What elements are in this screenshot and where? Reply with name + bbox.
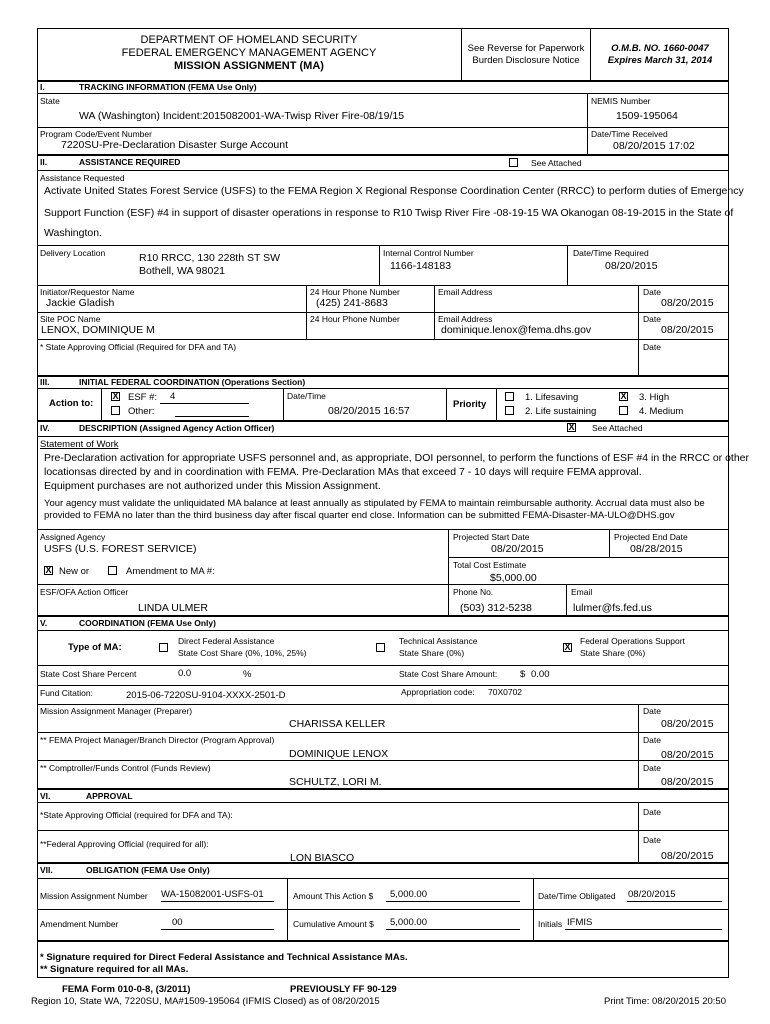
rule: [587, 93, 588, 154]
date-required-value[interactable]: 08/20/2015: [605, 260, 658, 272]
state-incident-value[interactable]: WA (Washington) Incident:2015082001-WA-Twisp River Fire-08/19/15: [79, 110, 405, 122]
agency-name: FEDERAL EMERGENCY MANAGEMENT AGENCY: [121, 47, 377, 59]
ma-type-option: Direct Federal Assistance: [178, 636, 275, 646]
other-label: Other:: [128, 406, 155, 417]
esf-underline: [160, 403, 249, 404]
field-label: Date: [643, 314, 661, 324]
field-label: Date/Time Received: [591, 129, 668, 139]
initials-underline: [565, 929, 722, 930]
technical-assistance-checkbox[interactable]: [376, 643, 385, 652]
cost-share-percent-value[interactable]: 0.0: [178, 668, 192, 679]
field-label: Assistance Requested: [40, 173, 125, 183]
rule: [37, 685, 729, 686]
field-label: Mission Assignment Number: [40, 891, 148, 901]
rule: [37, 584, 729, 585]
priority-option: 3. High: [639, 392, 670, 403]
initiator-date-value[interactable]: 08/20/2015: [661, 297, 714, 309]
field-label: 24 Hour Phone Number: [310, 314, 400, 324]
assistance-text[interactable]: Washington.: [44, 227, 102, 239]
rule: [496, 388, 497, 420]
coordination-datetime-value[interactable]: 08/20/2015 16:57: [328, 405, 410, 417]
rule: [379, 245, 380, 285]
see-reverse-text: Burden Disclosure Notice: [472, 55, 580, 66]
field-label: State: [40, 96, 60, 106]
field-label: Delivery Location: [40, 248, 106, 258]
cumulative-amount-value[interactable]: 5,000.00: [390, 917, 427, 928]
project-manager-value[interactable]: DOMINIQUE LENOX: [289, 748, 389, 760]
project-manager-date[interactable]: 08/20/2015: [661, 749, 714, 761]
section-number: II.: [40, 157, 48, 167]
cost-share-amount-value[interactable]: 0.00: [531, 669, 550, 680]
rule: [37, 388, 729, 389]
field-label: 24 Hour Phone Number: [310, 287, 400, 297]
esf-label: ESF #:: [128, 392, 158, 403]
field-label: Date: [643, 342, 661, 352]
end-date-value[interactable]: 08/28/2015: [630, 543, 683, 555]
dfa-checkbox[interactable]: [159, 643, 168, 652]
rule: [37, 862, 729, 864]
type-of-ma-label: Type of MA:: [68, 642, 122, 653]
rule: [37, 704, 729, 705]
print-time: Print Time: 08/20/2015 20:50: [604, 996, 726, 1007]
see-attached-label: See Attached: [592, 423, 643, 433]
federal-official-date[interactable]: 08/20/2015: [661, 850, 714, 862]
field-label: Initiator/Requestor Name: [40, 287, 135, 297]
rule: [567, 245, 568, 285]
rule: [37, 630, 729, 631]
field-label: Email: [571, 587, 593, 597]
field-label: Projected End Date: [614, 532, 688, 542]
field-label: NEMIS Number: [591, 96, 651, 106]
field-label: ESF/OFA Action Officer: [40, 587, 129, 597]
field-label: Program Code/Event Number: [40, 129, 152, 139]
site-poc-email-value[interactable]: dominique.lenox@fema.dhs.gov: [441, 324, 592, 336]
section-number: VI.: [40, 791, 51, 801]
field-label: Date: [643, 735, 661, 745]
rule: [37, 665, 729, 666]
rule: [37, 312, 729, 313]
rule: [638, 802, 639, 862]
omb-number: O.M.B. NO. 1660-0047: [611, 43, 709, 54]
initiator-name-value[interactable]: Jackie Gladish: [46, 297, 115, 309]
initials-value[interactable]: IFMIS: [567, 917, 593, 928]
rule: [609, 529, 610, 557]
amendment-number-value[interactable]: 00: [172, 917, 183, 928]
field-label: ** Comptroller/Funds Control (Funds Review): [40, 763, 211, 773]
rule: [566, 584, 567, 615]
rule: [37, 529, 729, 530]
assistance-text[interactable]: Support Function (ESF) #4 in support of disaster operations in response to R10 Twisp River Fire -08-19-15 WA Okanogan 08-19-2015 in the State of: [44, 207, 734, 219]
form-number: FEMA Form 010-0-8, (3/2011): [62, 984, 191, 995]
field-label: Appropriation code:: [401, 687, 475, 697]
field-label: Initials: [538, 919, 563, 929]
field-label: State Cost Share Percent: [40, 669, 137, 679]
statement-of-work-text[interactable]: locationsas directed by and in coordination with FEMA. Pre-Declaration MAs that exceed 7 - 10 days will require FEMA approval.: [44, 466, 642, 478]
see-attached-checkbox[interactable]: [509, 158, 518, 167]
nemis-number-value[interactable]: 1509-195064: [616, 110, 678, 122]
rule: [37, 909, 729, 910]
comptroller-date[interactable]: 08/20/2015: [661, 776, 714, 788]
field-label: **Federal Approving Official (required for all):: [40, 839, 209, 849]
field-label: Amendment Number: [40, 919, 119, 929]
site-poc-value[interactable]: LENOX, DOMINIQUE M: [41, 324, 155, 336]
ma-type-option: Federal Operations Support: [580, 636, 685, 646]
rule: [37, 830, 729, 831]
ma-manager-date[interactable]: 08/20/2015: [661, 718, 714, 730]
field-label: Phone No.: [453, 587, 494, 597]
field-label: Total Cost Estimate: [453, 560, 527, 570]
field-label: Fund Citation:: [40, 688, 93, 698]
priority-lifesaving-checkbox[interactable]: [505, 392, 514, 401]
omb-expires: Expires March 31, 2014: [607, 55, 713, 66]
field-label: Amount This Action $: [293, 891, 374, 901]
rule: [37, 760, 729, 761]
field-label: * State Approving Official (Required for DFA and TA): [40, 342, 237, 352]
section-number: III.: [40, 377, 50, 387]
rule: [37, 285, 729, 286]
assigned-agency-value[interactable]: USFS (U.S. FOREST SERVICE): [44, 543, 197, 555]
rule: [37, 154, 729, 156]
fund-citation-value[interactable]: 2015-06-7220SU-9104-XXXX-2501-D: [126, 690, 286, 701]
field-label: Date/Time Obligated: [538, 891, 616, 901]
delivery-location-value[interactable]: R10 RRCC, 130 228th ST SW: [139, 252, 281, 264]
field-label: Internal Control Number: [383, 248, 474, 258]
rule: [37, 788, 729, 790]
ma-type-option: State Share (0%): [580, 648, 646, 658]
field-label: *State Approving Official (required for DFA and TA):: [40, 810, 233, 820]
field-label: Site POC Name: [40, 314, 101, 324]
other-underline: [175, 416, 249, 417]
description-see-attached-checkbox[interactable]: X: [568, 422, 575, 432]
rule: [101, 388, 102, 420]
statement-of-work-text[interactable]: Equipment purchases are not authorized under this Mission Assignment.: [44, 480, 381, 492]
priority-option: 1. Lifesaving: [525, 392, 579, 403]
signature-note: ** Signature required for all MAs.: [40, 964, 189, 975]
rule: [37, 420, 729, 422]
field-label: Mission Assignment Manager (Preparer): [40, 706, 193, 716]
field-label: Date: [643, 287, 661, 297]
field-label: Date/Time: [287, 391, 326, 401]
section-title: APPROVAL: [86, 791, 133, 801]
field-label: Cumulative Amount $: [293, 919, 374, 929]
signature-note: * Signature required for Direct Federal Assistance and Technical Assistance MAs.: [40, 952, 408, 963]
field-label: ** FEMA Project Manager/Branch Director (Program Approval): [40, 735, 275, 745]
rule: [37, 127, 729, 128]
section-title: OBLIGATION (FEMA Use Only): [86, 865, 210, 875]
rule: [37, 170, 729, 171]
rule: [446, 388, 447, 420]
priority-high-checkbox[interactable]: X: [620, 391, 627, 401]
percent-sign: %: [243, 669, 252, 680]
field-label: Date/Time Required: [573, 248, 649, 258]
total-cost-value[interactable]: $5,000.00: [490, 572, 537, 584]
see-reverse-text: See Reverse for Paperwork: [467, 43, 585, 54]
priority-label: Priority: [453, 399, 487, 410]
rule: [37, 615, 729, 617]
section-title: TRACKING INFORMATION (FEMA Use Only): [79, 82, 257, 92]
new-ma-checkbox[interactable]: X: [45, 565, 52, 575]
rule: [638, 704, 639, 788]
ma-number-value[interactable]: WA-15082001-USFS-01: [161, 889, 264, 900]
ulo-notice-text: Your agency must validate the unliquidated MA balance at least annually as stipulated by FEMA to maintain reimbursable authority. Accrual data must also be: [44, 498, 705, 509]
dept-name: DEPARTMENT OF HOMELAND SECURITY: [140, 34, 358, 46]
field-label: Projected Start Date: [453, 532, 530, 542]
start-date-value[interactable]: 08/20/2015: [491, 543, 544, 555]
section-number: I.: [40, 82, 45, 92]
rule: [448, 557, 729, 558]
rule: [37, 878, 729, 879]
comptroller-value[interactable]: SCHULTZ, LORI M.: [289, 776, 382, 788]
date-received-value[interactable]: 08/20/2015 17:02: [613, 140, 695, 152]
internal-control-value[interactable]: 1166-148183: [390, 260, 452, 272]
rule: [638, 285, 639, 375]
section-number: V.: [40, 618, 48, 628]
section-title: COORDINATION (FEMA Use Only): [79, 618, 216, 628]
field-label: Date: [643, 807, 661, 817]
ma-type-option: State Share (0%): [399, 648, 465, 658]
fos-checkbox[interactable]: X: [564, 642, 571, 652]
action-to-label: Action to:: [49, 398, 94, 409]
amount-this-action-value[interactable]: 5,000.00: [390, 889, 427, 900]
section-number: VII.: [40, 865, 53, 875]
rule: [37, 732, 729, 733]
ma-manager-value[interactable]: CHARISSA KELLER: [289, 718, 386, 730]
action-officer-value[interactable]: LINDA ULMER: [138, 602, 209, 614]
rule: [37, 436, 729, 437]
priority-option: 2. Life sustaining: [525, 406, 597, 417]
new-ma-label: New or: [59, 566, 90, 577]
dollar-sign: $: [520, 669, 526, 680]
rule: [448, 529, 449, 615]
ma-type-option: Technical Assistance: [399, 636, 478, 646]
action-officer-phone[interactable]: (503) 312-5238: [460, 602, 532, 614]
previous-form: PREVIOUSLY FF 90-129: [290, 984, 397, 995]
rule: [37, 339, 729, 340]
ma-type-option: State Cost Share (0%, 10%, 25%): [178, 648, 307, 658]
field-label: State Cost Share Amount:: [399, 669, 498, 679]
rule: [37, 245, 729, 246]
program-code-value[interactable]: 7220SU-Pre-Declaration Disaster Surge Account: [61, 139, 289, 151]
amendment-checkbox[interactable]: [108, 566, 117, 575]
date-obligated-value[interactable]: 08/20/2015: [628, 889, 676, 900]
initiator-phone-value[interactable]: (425) 241-8683: [316, 297, 388, 309]
field-label: Date: [643, 763, 661, 773]
obligated-underline: [627, 901, 722, 902]
ma-number-underline: [161, 901, 274, 902]
priority-medium-checkbox[interactable]: [619, 406, 628, 415]
amendment-underline: [161, 929, 274, 930]
header-divider: [590, 28, 591, 80]
amount-underline: [386, 901, 520, 902]
other-checkbox[interactable]: [111, 406, 120, 415]
ulo-notice-text: provided to FEMA no later than the third business day after fiscal quarter end close. Information can be submitted FEMA-Disaster-MA-ULO@DHS.gov: [44, 510, 675, 521]
field-label: Date: [643, 835, 661, 845]
action-officer-email[interactable]: lulmer@fs.fed.us: [573, 602, 652, 614]
field-label: Email Address: [438, 314, 493, 324]
statement-of-work-label: Statement of Work: [40, 439, 119, 450]
cumulative-underline: [386, 929, 520, 930]
section-number: IV.: [40, 423, 50, 433]
section-title: DESCRIPTION (Assigned Agency Action Officer): [79, 423, 275, 433]
field-label: Assigned Agency: [40, 532, 106, 542]
header-divider: [461, 28, 462, 80]
assistance-text[interactable]: Activate United States Forest Service (USFS) to the FEMA Region X Regional Response Coordination Center (RRCC) to perform duties of Emergency: [44, 185, 744, 197]
appropriation-code-value[interactable]: 70X0702: [488, 687, 523, 697]
section-title: INITIAL FEDERAL COORDINATION (Operations Section): [79, 377, 306, 387]
form-title: MISSION ASSIGNMENT (MA): [174, 60, 324, 72]
field-label: Email Address: [438, 287, 493, 297]
statement-of-work-text[interactable]: Pre-Declaration activation for appropriate USFS personnel and, as appropriate, DOI personnel, to perform the functions of ESF #4 in the RRCC or other: [44, 452, 750, 464]
rule: [283, 388, 284, 420]
esf-checkbox[interactable]: X: [112, 391, 119, 401]
region-status: Region 10, State WA, 7220SU, MA#1509-195064 (IFMIS Closed) as of 08/20/2015: [31, 996, 380, 1007]
rule: [37, 93, 729, 94]
field-label: Date: [643, 706, 661, 716]
esf-value[interactable]: 4: [170, 391, 176, 402]
site-poc-date-value[interactable]: 08/20/2015: [661, 324, 714, 336]
federal-official-value[interactable]: LON BIASCO: [290, 852, 355, 864]
rule: [37, 940, 729, 942]
amendment-label: Amendment to MA #:: [126, 566, 215, 577]
see-attached-label: See Attached: [531, 158, 582, 168]
priority-life-sustaining-checkbox[interactable]: [505, 406, 514, 415]
rule: [37, 802, 729, 803]
delivery-location-value[interactable]: Bothell, WA 98021: [139, 265, 225, 277]
section-title: ASSISTANCE REQUIRED: [79, 157, 181, 167]
priority-option: 4. Medium: [639, 406, 684, 417]
